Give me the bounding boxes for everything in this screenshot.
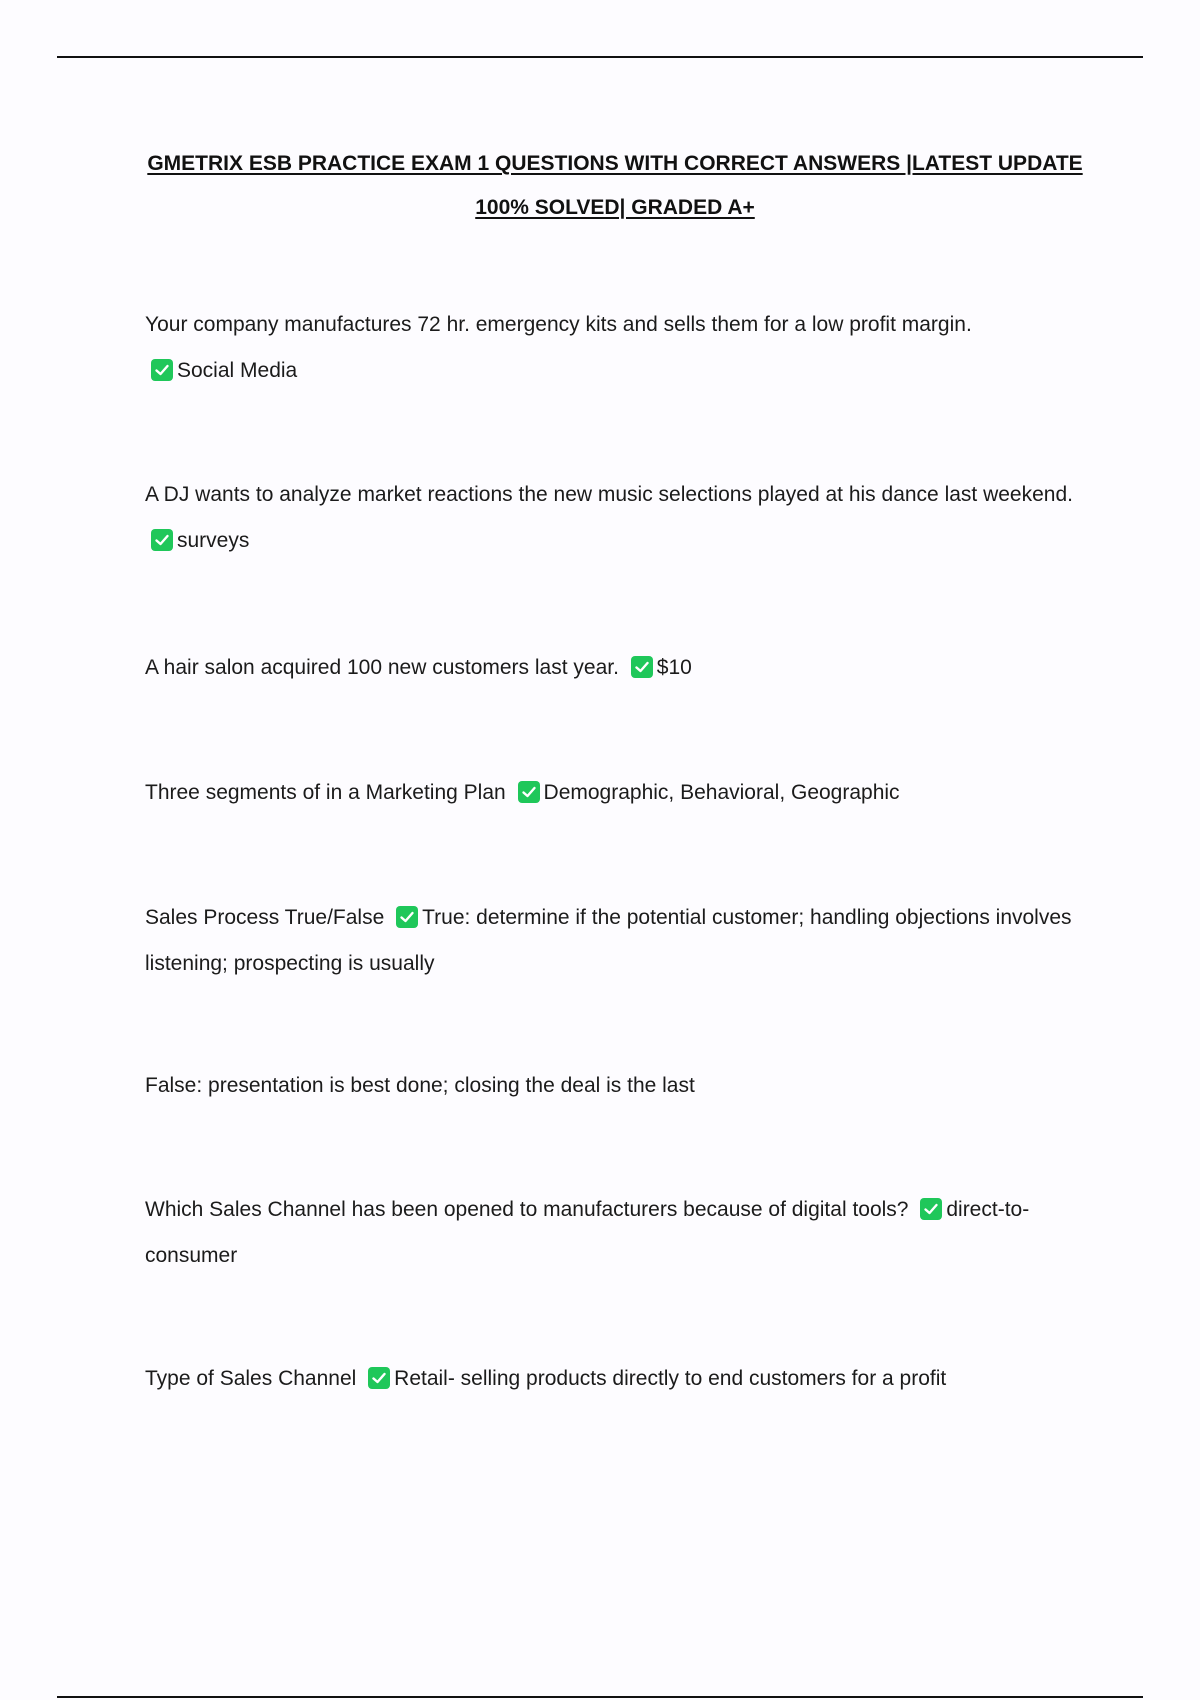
question-text: Which Sales Channel has been opened to manufacturers because of digital tools? [145,1198,909,1221]
question-text: Type of Sales Channel [145,1367,357,1390]
footer-rule [57,1696,1143,1698]
qa-item-2 [145,472,1095,564]
answer-text: $10 [656,656,692,679]
check-box-icon [396,906,418,928]
qa-item-6 [145,1063,1095,1109]
answer-text: True: determine if the potential customer; handling objections involves listening; prospecting is usually [145,906,1072,975]
check-box-icon [631,656,653,678]
qa-item-8 [145,1356,1095,1402]
check-box-icon [518,781,540,803]
qa-item-3 [145,645,1095,691]
question-text: A DJ wants to analyze market reactions the new music selections played at his dance last weekend. [145,483,1073,506]
check-box-icon [151,359,173,381]
answer-text: surveys [177,529,250,552]
answer-text: Social Media [177,359,298,382]
document-title [140,142,1090,230]
check-box-icon [920,1198,942,1220]
header-rule [57,56,1143,58]
question-text: A hair salon acquired 100 new customers last year. [145,656,619,679]
statement-text: False: presentation is best done; closing the deal is the last [145,1074,695,1097]
answer-text: direct-to-consumer [145,1198,1030,1267]
qa-item-7 [145,1187,1095,1279]
check-box-icon [151,529,173,551]
title-line-2: 100% SOLVED| GRADED A+ [475,196,755,219]
qa-item-5 [145,895,1095,987]
question-text: Your company manufactures 72 hr. emergency kits and sells them for a low profit margin. [145,313,972,336]
title-line-1: GMETRIX ESB PRACTICE EXAM 1 QUESTIONS WITH CORRECT ANSWERS |LATEST UPDATE [147,152,1083,175]
qa-item-4 [145,770,1095,816]
question-text: Sales Process True/False [145,906,385,929]
answer-text: Demographic, Behavioral, Geographic [543,781,900,804]
question-text: Three segments of in a Marketing Plan [145,781,506,804]
check-box-icon [368,1367,390,1389]
answer-text: Retail- selling products directly to end customers for a profit [394,1367,947,1390]
qa-item-1 [145,302,1095,394]
